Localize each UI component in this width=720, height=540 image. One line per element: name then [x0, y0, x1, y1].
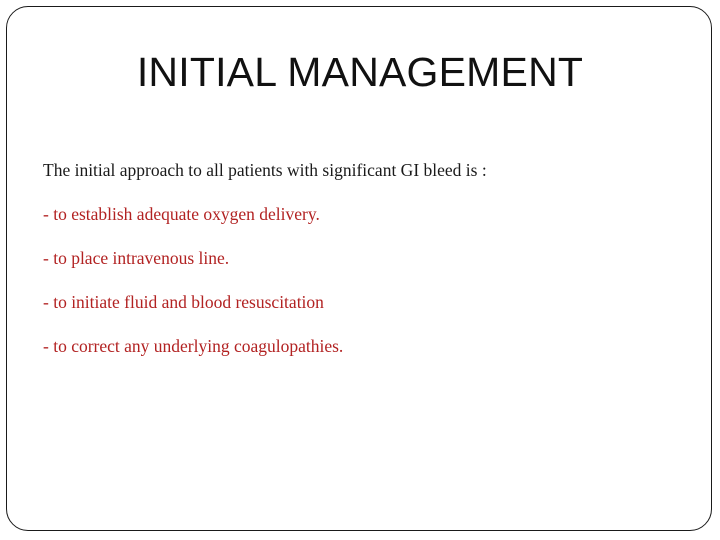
bullet-point-iv-line: - to place intravenous line.	[43, 248, 230, 268]
bullet-point-coagulopathies: - to correct any underlying coagulopathies.	[43, 336, 344, 356]
slide-body	[43, 160, 683, 380]
bullet-point-resuscitation: - to initiate fluid and blood resuscitation	[43, 292, 324, 312]
intro-text: The initial approach to all patients with significant GI bleed is :	[43, 160, 487, 180]
slide-title: INITIAL MANAGEMENT	[136, 49, 584, 95]
bullet-point-oxygen: - to establish adequate oxygen delivery.	[43, 204, 320, 224]
